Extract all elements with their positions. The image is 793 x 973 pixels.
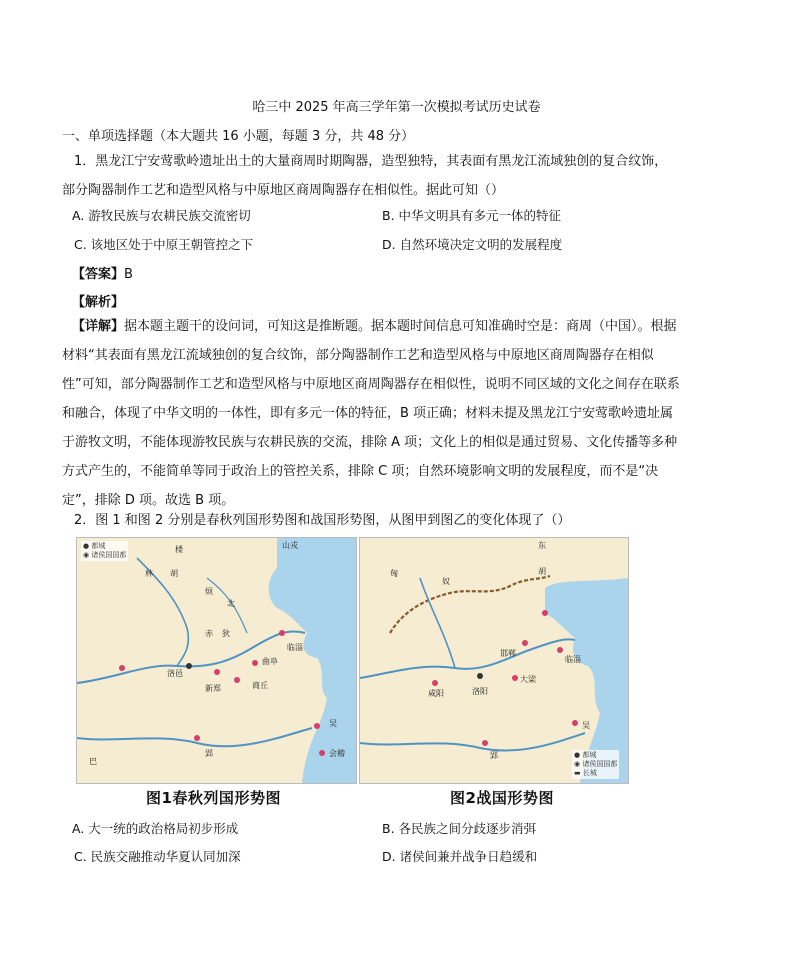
map2-label: 胡: [538, 567, 546, 576]
map1-state-marker: [119, 665, 125, 671]
answer-line: [72, 263, 133, 282]
map1-state-marker: [319, 750, 325, 756]
q1-option-a: A. 游牧民族与农耕民族交流密切: [72, 208, 251, 223]
legend-capital: ● 都城: [83, 542, 106, 550]
map1-label: 新郑: [205, 684, 221, 693]
legend-state-capital: ◉ 诸侯国国都: [574, 760, 618, 768]
map1-graphic: [77, 538, 356, 783]
map2-legend: [572, 750, 619, 779]
map2-state-marker: [512, 675, 518, 681]
answer-value: B: [124, 267, 133, 282]
exam-title: 哈三中 2025 年高三学年第一次模拟考试历史试卷: [252, 100, 541, 115]
q2-option-a: A. 大一统的政治格局初步形成: [72, 821, 239, 836]
map1-label: 郢: [205, 749, 213, 758]
map2-label: 奴: [442, 577, 450, 586]
map1-label: 商丘: [252, 681, 268, 690]
map2-graphic: [360, 538, 628, 783]
legend-great-wall: ▬ 长城: [574, 769, 597, 777]
map1-state-marker: [279, 630, 285, 636]
map2-caption: 图2战国形势图: [450, 789, 554, 807]
map2-label: 临淄: [565, 655, 581, 664]
q2-option-b: B. 各民族之间分歧逐步消弭: [382, 821, 537, 836]
map2-state-marker: [542, 610, 548, 616]
map1-label: 北: [227, 599, 235, 608]
map1-label: 狄: [222, 629, 230, 638]
map2-label: 匈: [390, 569, 398, 578]
legend-capital: ● 都城: [574, 751, 597, 759]
detail-text: 据本题主题干的设问词，可知这是推断题。据本题时间信息可知准确时空是：商周（中国）。根据材料“其表面有黑龙江流域独创的复合纹饰，部分陶器制作工艺和造型风格与中原地区商周陶器存在相似性”可知，部分陶器制作工艺和造型风格与中原地区商周陶器存在相似性，说明不同区域的文化之间存在联系和融合，体现了中华文明的一体性，即有多元一体的特征，B 项正确；材料未提及黑龙江宁安莺歌岭遗址属于游牧文明，不能体现游牧民族与农耕民族的交流，排除 A 项；文化上的相似是通过贸易、文化传播等多种方式产生的，不能简单等同于政治上的管控关系，排除 C 项；自然环境影响文明的发展程度，而不是“决定”，排除 D 项。故选 B 项。: [62, 319, 680, 508]
map1-label: 临淄: [287, 643, 303, 652]
map2-capital-marker: [477, 673, 483, 679]
map1-label: 胡: [170, 569, 178, 578]
analysis-label: 【解析】: [72, 295, 125, 310]
map1-label: 巴: [89, 757, 97, 766]
map1-caption: 图1春秋列国形势图: [146, 789, 281, 807]
analysis-tag: [72, 291, 124, 310]
map1-label: 赤: [205, 629, 213, 638]
map2-state-marker: [557, 647, 563, 653]
map2-label: 邯郸: [500, 649, 516, 658]
q1-option-d: D. 自然环境决定文明的发展程度: [382, 237, 563, 252]
map2-label: 郢: [490, 751, 498, 760]
question-1-stem: 1．黑龙江宁安莺歌岭遗址出土的大量商周时期陶器，造型独特，其表面有黑龙江流域独创的复合纹饰，部分陶器制作工艺和造型风格与中原地区商周陶器存在相似性。据此可知（）: [62, 154, 668, 198]
map2-state-marker: [572, 720, 578, 726]
map2-state-marker: [522, 640, 528, 646]
map1-label: 曲阜: [262, 657, 278, 666]
map2-label: 大梁: [520, 675, 536, 684]
legend-state-capital: ◉ 诸侯国国都: [83, 551, 127, 559]
map1-state-marker: [214, 669, 220, 675]
map2-label: 洛阳: [472, 687, 488, 696]
map1-label: 林: [145, 569, 153, 578]
map-spring-autumn: [76, 537, 357, 784]
map1-state-marker: [234, 677, 240, 683]
map1-label: 洛邑: [167, 669, 183, 678]
map-warring-states: [359, 537, 629, 784]
map1-label: 吴: [329, 719, 337, 728]
map2-state-marker: [482, 740, 488, 746]
detail-paragraph: [62, 312, 680, 515]
map1-state-marker: [314, 723, 320, 729]
detail-tag: 【详解】: [72, 319, 125, 334]
section-heading: 一、单项选择题（本大题共 16 小题，每题 3 分，共 48 分）: [62, 129, 415, 144]
q1-option-c: C. 该地区处于中原王朝管控之下: [74, 237, 254, 252]
map1-label: 山戎: [282, 541, 298, 550]
map2-label: 咸阳: [428, 689, 444, 698]
answer-tag: 【答案】: [72, 267, 125, 282]
map1-legend: [81, 541, 128, 561]
map2-label: 吴: [582, 721, 590, 730]
question-2-stem: 2．图 1 和图 2 分别是春秋列国形势图和战国形势图，从图甲到图乙的变化体现了（）: [74, 513, 571, 528]
q1-option-b: B. 中华文明具有多元一体的特征: [382, 208, 562, 223]
map1-label: 烦: [205, 587, 213, 596]
map1-label: 会稽: [329, 749, 345, 758]
map2-state-marker: [432, 680, 438, 686]
map2-label: 东: [538, 541, 546, 550]
q2-option-c: C. 民族交融推动华夏认同加深: [74, 849, 241, 864]
map1-state-marker: [194, 735, 200, 741]
map1-state-marker: [252, 660, 258, 666]
q2-option-d: D. 诸侯间兼并战争日趋缓和: [382, 849, 538, 864]
map1-capital-marker: [186, 663, 192, 669]
map1-label: 楼: [175, 545, 183, 554]
